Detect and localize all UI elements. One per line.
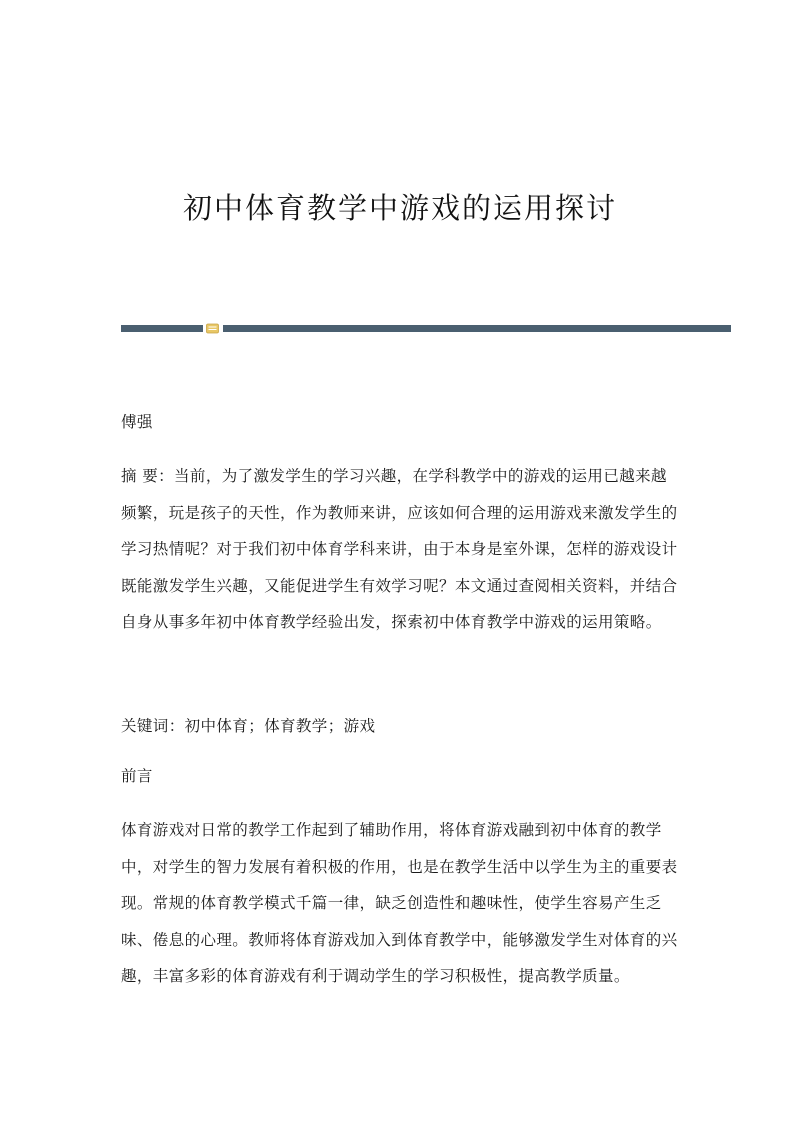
book-icon (206, 323, 219, 334)
divider-right (223, 325, 731, 332)
intro-paragraph: 体育游戏对日常的教学工作起到了辅助作用，将体育游戏融到初中体育的教学中，对学生的智力发展有着积极的作用，也是在教学生活中以学生为主的重要表现。常规的体育教学模式千篇一律，缺乏创造性和趣味性，使学生容易产生乏味、倦息的心理。教师将体育游戏加入到体育教学中，能够激发学生对体育的兴趣，丰富多彩的体育游戏有利于调动学生的学习积极性，提高教学质量。 (121, 821, 678, 985)
abstract-paragraph: 摘 要：当前，为了激发学生的学习兴趣，在学科教学中的游戏的运用已越来越频繁，玩是孩子的天性，作为教师来讲，应该如何合理的运用游戏来激发学生的学习热情呢？对于我们初中体育学科来讲，由于本身是室外课，怎样的游戏设计既能激发学生兴趣，又能促进学生有效学习呢？本文通过查阅相关资料，并结合自身从事多年初中体育教学经验出发，探索初中体育教学中游戏的运用策略。 (121, 467, 678, 631)
keywords-line: 关键词：初中体育；体育教学；游戏 (121, 717, 376, 735)
preface-heading: 前言 (121, 767, 153, 785)
divider-left (121, 325, 203, 332)
document-title: 初中体育教学中游戏的运用探讨 (182, 191, 617, 225)
author-name: 傅强 (121, 413, 153, 431)
